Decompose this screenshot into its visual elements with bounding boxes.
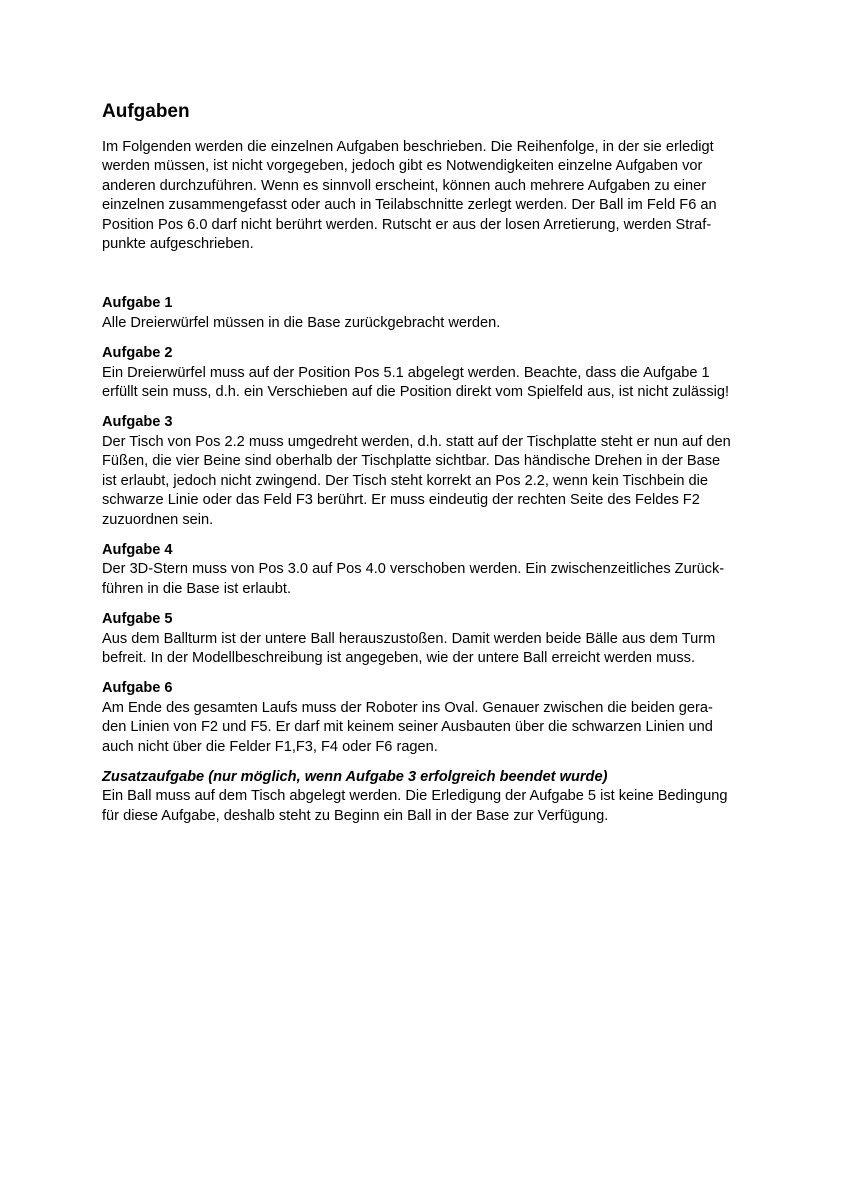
task-line: Aus dem Ballturm ist der untere Ball herauszustoßen. Damit werden beide Bälle aus dem Turm xyxy=(102,630,716,647)
intro-line: einzelnen zusammengefasst oder auch in Teilabschnitte zerlegt werden. Der Ball im Feld F6 an xyxy=(102,197,717,214)
task-line: Der 3D-Stern muss von Pos 3.0 auf Pos 4.0 verschoben werden. Ein zwischenzeitliches Zurück- xyxy=(102,561,725,578)
extra-task-line: Ein Ball muss auf dem Tisch abgelegt werden. Die Erledigung der Aufgabe 5 ist keine Bedingung xyxy=(102,788,728,805)
intro-line: Position Pos 6.0 darf nicht berührt werden. Rutscht er aus der losen Arretierung, werden Straf- xyxy=(102,216,712,233)
task-line: auch nicht über die Felder F1,F3, F4 oder F6 ragen. xyxy=(102,738,438,755)
page-heading: Aufgaben xyxy=(102,101,190,122)
task-line: zuzuordnen sein. xyxy=(102,511,214,528)
document-page xyxy=(102,100,782,837)
task-line: Füßen, die vier Beine sind oberhalb der Tischplatte sichtbar. Das händische Drehen in der Base xyxy=(102,453,721,470)
task-line: Alle Dreierwürfel müssen in die Base zurückgebracht werden. xyxy=(102,314,501,331)
task-5 xyxy=(102,610,782,668)
task-line: führen in die Base ist erlaubt. xyxy=(102,580,292,597)
task-line: befreit. In der Modellbeschreibung ist angegeben, wie der untere Ball erreicht werden muss. xyxy=(102,649,695,666)
intro-line: werden müssen, ist nicht vorgegeben, jedoch gibt es Notwendigkeiten einzelne Aufgaben vor xyxy=(102,158,703,175)
task-line: ist erlaubt, jedoch nicht zwingend. Der Tisch steht korrekt an Pos 2.2, wenn kein Tischbein die xyxy=(102,472,708,489)
task-line: schwarze Linie oder das Feld F3 berührt. Er muss eindeutig der rechten Seite des Feldes F2 xyxy=(102,492,700,509)
task-line: Der Tisch von Pos 2.2 muss umgedreht werden, d.h. statt auf der Tischplatte steht er nun auf den xyxy=(102,433,731,450)
intro-line: anderen durchzuführen. Wenn es sinnvoll erscheint, können auch mehrere Aufgaben zu einer xyxy=(102,177,707,194)
task-title: Aufgabe 1 xyxy=(102,295,173,312)
task-title: Aufgabe 4 xyxy=(102,541,173,558)
task-title: Aufgabe 6 xyxy=(102,680,173,697)
intro-paragraph xyxy=(102,138,782,254)
task-4 xyxy=(102,541,782,599)
extra-task-title: Zusatzaufgabe (nur möglich, wenn Aufgabe 3 erfolgreich beendet wurde) xyxy=(102,768,608,785)
task-line: Am Ende des gesamten Laufs muss der Roboter ins Oval. Genauer zwischen die beiden gera- xyxy=(102,699,713,716)
task-title: Aufgabe 3 xyxy=(102,414,173,431)
intro-line: punkte aufgeschrieben. xyxy=(102,236,254,253)
task-2 xyxy=(102,344,782,402)
task-line: den Linien von F2 und F5. Er darf mit keinem seiner Ausbauten über die schwarzen Linien und xyxy=(102,719,713,736)
task-6 xyxy=(102,679,782,757)
task-line: erfüllt sein muss, d.h. ein Verschieben auf die Position direkt vom Spielfeld aus, ist nicht zulässig! xyxy=(102,384,730,401)
task-line: Ein Dreierwürfel muss auf der Position Pos 5.1 abgelegt werden. Beachte, dass die Aufgabe 1 xyxy=(102,364,710,381)
task-title: Aufgabe 2 xyxy=(102,345,173,362)
extra-task xyxy=(102,768,782,826)
task-1 xyxy=(102,294,782,333)
task-title: Aufgabe 5 xyxy=(102,611,173,628)
task-3 xyxy=(102,413,782,529)
extra-task-line: für diese Aufgabe, deshalb steht zu Beginn ein Ball in der Base zur Verfügung. xyxy=(102,807,609,824)
intro-line: Im Folgenden werden die einzelnen Aufgaben beschrieben. Die Reihenfolge, in der sie erledigt xyxy=(102,139,714,155)
